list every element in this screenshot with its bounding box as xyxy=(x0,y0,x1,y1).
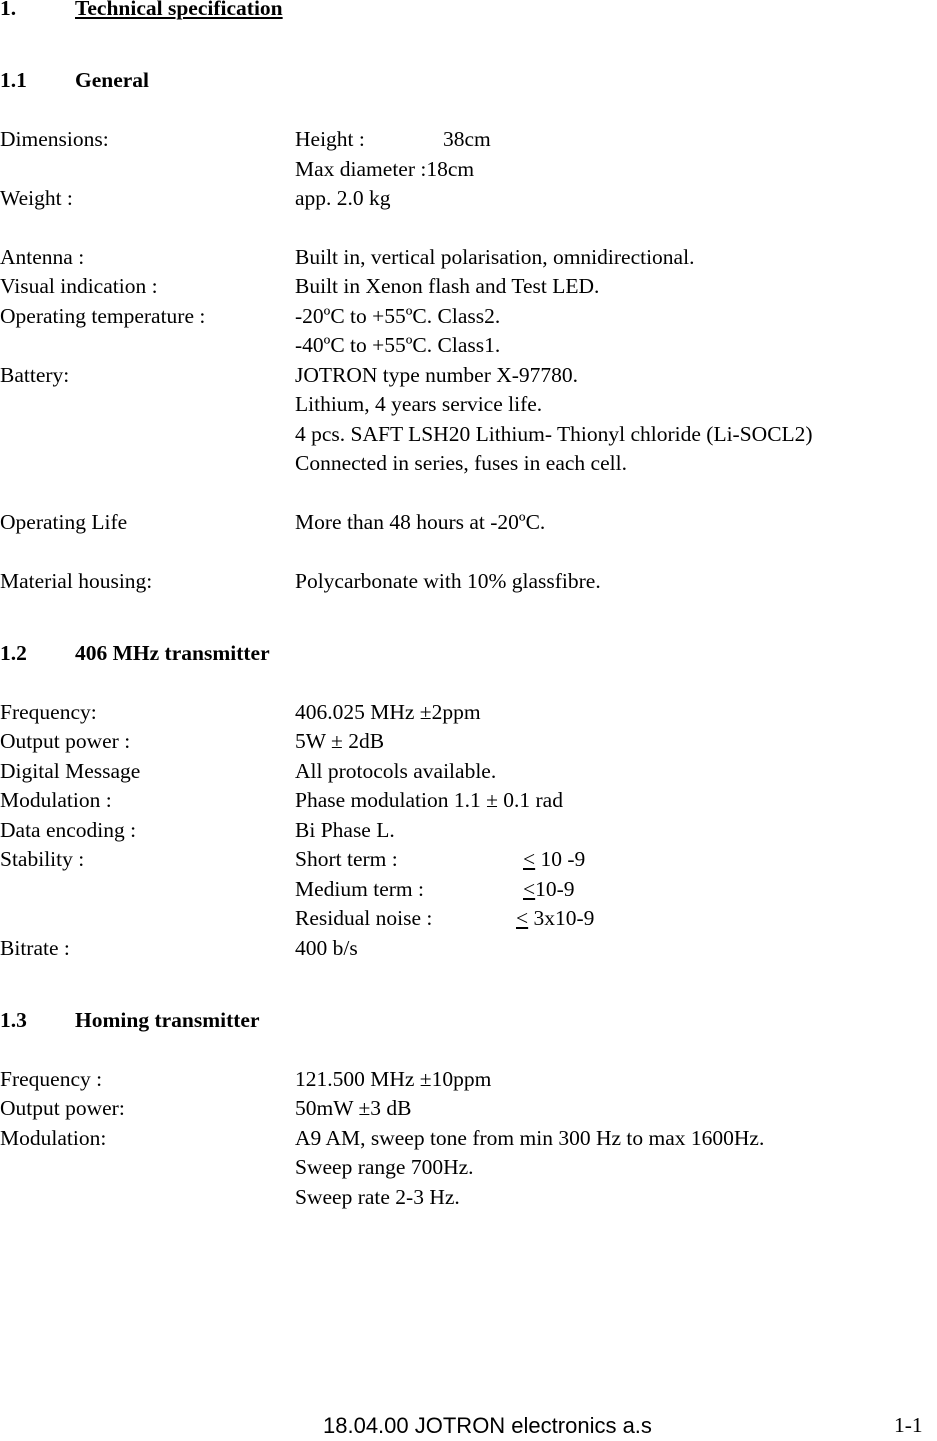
tx406-mod-value: Phase modulation 1.1 ± 0.1 rad xyxy=(295,788,563,812)
residual-noise-label: Residual noise : xyxy=(295,906,433,930)
tx406-bitrate-label: Bitrate : xyxy=(0,936,70,960)
homing-power-label: Output power: xyxy=(0,1096,125,1120)
tx406-freq-value: 406.025 MHz ±2ppm xyxy=(295,700,481,724)
section-general-heading: 1.1 General xyxy=(0,68,150,92)
material-value: Polycarbonate with 10% glassfibre. xyxy=(295,569,601,593)
page-number: 1-1 xyxy=(894,1413,923,1437)
tx406-enc-value: Bi Phase L. xyxy=(295,818,395,842)
residual-noise-value: < 3x10-9 xyxy=(516,906,595,930)
tx406-enc-label: Data encoding : xyxy=(0,818,137,842)
battery-value-3: 4 pcs. SAFT LSH20 Lithium- Thionyl chloride (Li-SOCL2) xyxy=(295,422,813,446)
antenna-value: Built in, vertical polarisation, omnidirectional. xyxy=(295,245,695,269)
optemp-label: Operating temperature : xyxy=(0,304,206,328)
height-label: Height : xyxy=(295,127,365,151)
homing-freq-value: 121.500 MHz ±10ppm xyxy=(295,1067,492,1091)
battery-value-4: Connected in series, fuses in each cell. xyxy=(295,451,627,475)
battery-value-2: Lithium, 4 years service life. xyxy=(295,392,543,416)
short-term-value: < 10 -9 xyxy=(523,847,586,871)
tx406-digital-value: All protocols available. xyxy=(295,759,497,783)
short-term-label: Short term : xyxy=(295,847,398,871)
tx406-digital-label: Digital Message xyxy=(0,759,141,783)
stability-residual-row xyxy=(295,904,595,934)
tx406-mod-label: Modulation : xyxy=(0,788,112,812)
tx406-bitrate-value: 400 b/s xyxy=(295,936,358,960)
max-diameter: Max diameter :18cm xyxy=(295,157,475,181)
homing-mod-label: Modulation: xyxy=(0,1126,107,1150)
stability-short-row xyxy=(295,845,586,875)
weight-label: Weight : xyxy=(0,186,73,210)
weight-value: app. 2.0 kg xyxy=(295,186,391,210)
section-406-heading: 1.2 406 MHz transmitter xyxy=(0,641,270,665)
homing-freq-label: Frequency : xyxy=(0,1067,103,1091)
battery-value-1: JOTRON type number X-97780. xyxy=(295,363,579,387)
battery-label: Battery: xyxy=(0,363,70,387)
heading-title: Technical specification xyxy=(75,0,283,20)
tx406-freq-label: Frequency: xyxy=(0,700,97,724)
footer-text: 18.04.00 JOTRON electronics a.s xyxy=(323,1413,652,1438)
section-homing-heading: 1.3 Homing transmitter xyxy=(0,1008,260,1032)
oplife-value: More than 48 hours at -20ºC. xyxy=(295,510,546,534)
dimensions-label: Dimensions: xyxy=(0,127,109,151)
antenna-label: Antenna : xyxy=(0,245,85,269)
main-heading xyxy=(0,0,283,24)
tx406-power-value: 5W ± 2dB xyxy=(295,729,385,753)
tx406-power-label: Output power : xyxy=(0,729,131,753)
medium-term-label: Medium term : xyxy=(295,877,424,901)
medium-term-value: <10-9 xyxy=(523,877,575,901)
heading-number: 1. xyxy=(0,0,17,20)
tx406-stab-label: Stability : xyxy=(0,847,85,871)
oplife-label: Operating Life xyxy=(0,510,128,534)
height-row xyxy=(295,125,491,155)
optemp-value-2: -40ºC to +55ºC. Class1. xyxy=(295,333,501,357)
height-value: 38cm xyxy=(443,127,491,151)
stability-medium-row xyxy=(295,875,575,905)
material-label: Material housing: xyxy=(0,569,153,593)
homing-power-value: 50mW ±3 dB xyxy=(295,1096,412,1120)
visual-value: Built in Xenon flash and Test LED. xyxy=(295,274,600,298)
homing-mod-value-2: Sweep range 700Hz. xyxy=(295,1155,474,1179)
homing-mod-value-3: Sweep rate 2-3 Hz. xyxy=(295,1185,460,1209)
homing-mod-value-1: A9 AM, sweep tone from min 300 Hz to max 1600Hz. xyxy=(295,1126,765,1150)
optemp-value-1: -20ºC to +55ºC. Class2. xyxy=(295,304,501,328)
visual-label: Visual indication : xyxy=(0,274,158,298)
